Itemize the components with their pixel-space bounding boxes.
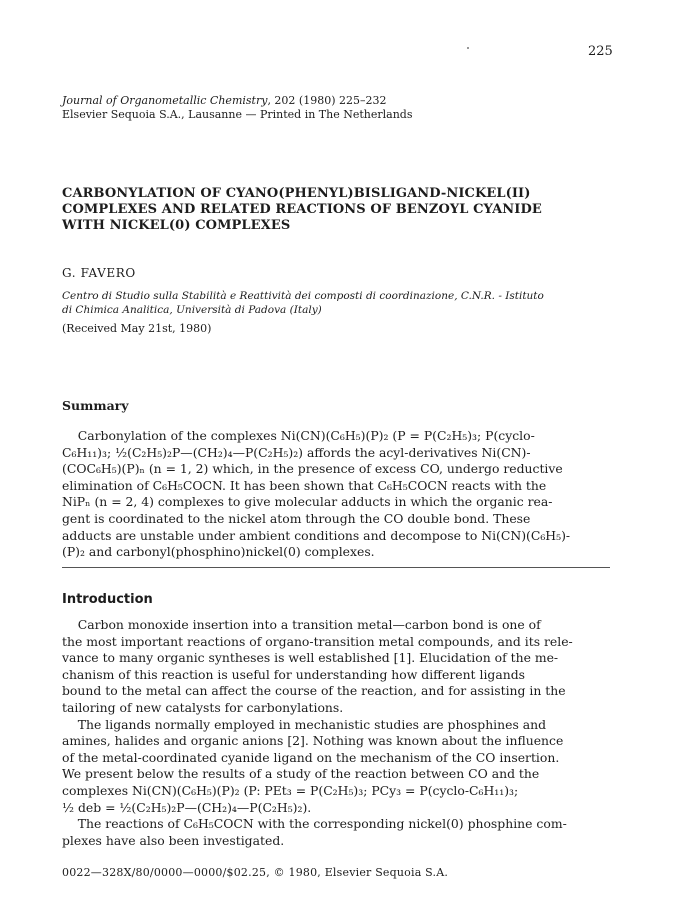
intro-line: Carbon monoxide insertion into a transition metal—carbon bond is one of — [62, 617, 541, 632]
title-line: WITH NICKEL(0) COMPLEXES — [62, 218, 291, 233]
summary-heading: Summary — [62, 398, 129, 413]
journal-citation-line — [62, 94, 412, 108]
intro-line: complexes Ni(CN)(C₆H₅)(P)₂ (P: PEt₃ = P(C₂H₅)₃; PCy₃ = P(cyclo-C₆H₁₁)₃; — [62, 782, 519, 798]
summary-line: adducts are unstable under ambient conditions and decompose to Ni(CN)(C₆H₅)- — [62, 527, 571, 543]
summary-line: elimination of C₆H₅COCN. It has been shown that C₆H₅COCN reacts with the — [62, 477, 547, 493]
summary-line: (P)₂ and carbonyl(phosphino)nickel(0) complexes. — [62, 544, 375, 560]
affiliation-line: di Chimica Analitica, Università di Padova (Italy) — [62, 304, 322, 316]
intro-line: of the metal-coordinated cyanide ligand on the mechanism of the CO insertion. — [62, 749, 560, 765]
affiliation-line: Centro di Studio sulla Stabilità e Reattività dei composti di coordinazione, C.N.R. - Istituto — [62, 290, 544, 302]
summary-line: gent is coordinated to the nickel atom through the CO double bond. These — [62, 510, 531, 526]
intro-line: chanism of this reaction is useful for understanding how different ligands — [62, 666, 525, 682]
received-date: (Received May 21st, 1980) — [62, 322, 212, 335]
journal-name: Journal of Organometallic Chemistry — [62, 94, 268, 107]
summary-line: NiPₙ (n = 2, 4) complexes to give molecular adducts in which the organic rea- — [62, 494, 553, 510]
intro-line: The ligands normally employed in mechanistic studies are phosphines and — [62, 716, 547, 732]
journal-citation: , 202 (1980) 225–232 — [267, 94, 387, 107]
summary-line: (COC₆H₅)(P)ₙ (n = 1, 2) which, in the presence of excess CO, undergo reductive — [62, 461, 563, 477]
intro-line: bound to the metal can affect the course of the reaction, and for assisting in the — [62, 683, 566, 699]
author-affiliation — [62, 289, 642, 317]
summary-paragraph — [62, 428, 622, 561]
intro-line: The reactions of C₆H₅COCN with the corresponding nickel(0) phosphine com- — [62, 816, 567, 832]
introduction-paragraph — [62, 617, 622, 849]
intro-line: vance to many organic syntheses is well established [1]. Elucidation of the me- — [62, 650, 559, 666]
intro-line: amines, halides and organic anions [2]. Nothing was known about the influence — [62, 733, 564, 749]
summary-line: C₆H₁₁)₃; ½(C₂H₅)₂P—(CH₂)₄—P(C₂H₅)₂) affords the acyl-derivatives Ni(CN)- — [62, 444, 531, 460]
intro-line: the most important reactions of organo-transition metal compounds, and its rele- — [62, 633, 573, 649]
section-divider — [62, 567, 610, 568]
copyright-footer: 0022—328X/80/0000—0000/$02.25, © 1980, Elsevier Sequoia S.A. — [62, 866, 449, 879]
intro-line: plexes have also been investigated. — [62, 832, 285, 848]
summary-line: Carbonylation of the complexes Ni(CN)(C₆H₅)(P)₂ (P = P(C₂H₅)₃; P(cyclo- — [62, 428, 535, 443]
journal-publisher: Elsevier Sequoia S.A., Lausanne — Printed in The Netherlands — [62, 108, 413, 121]
title-line: CARBONYLATION OF CYANO(PHENYL)BISLIGAND-NICKEL(II) — [62, 186, 531, 201]
article-title — [62, 186, 632, 234]
introduction-heading: Introduction — [62, 592, 153, 607]
intro-line: We present below the results of a study of the reaction between CO and the — [62, 766, 540, 782]
scan-speck — [467, 47, 469, 49]
author-name: G. FAVERO — [62, 266, 136, 280]
journal-header — [62, 94, 412, 122]
page-number: 225 — [588, 44, 613, 59]
intro-line: tailoring of new catalysts for carbonylations. — [62, 699, 344, 715]
intro-line: ½ deb = ½(C₂H₅)₂P—(CH₂)₄—P(C₂H₅)₂). — [62, 799, 312, 815]
title-line: COMPLEXES AND RELATED REACTIONS OF BENZOYL CYANIDE — [62, 202, 542, 217]
